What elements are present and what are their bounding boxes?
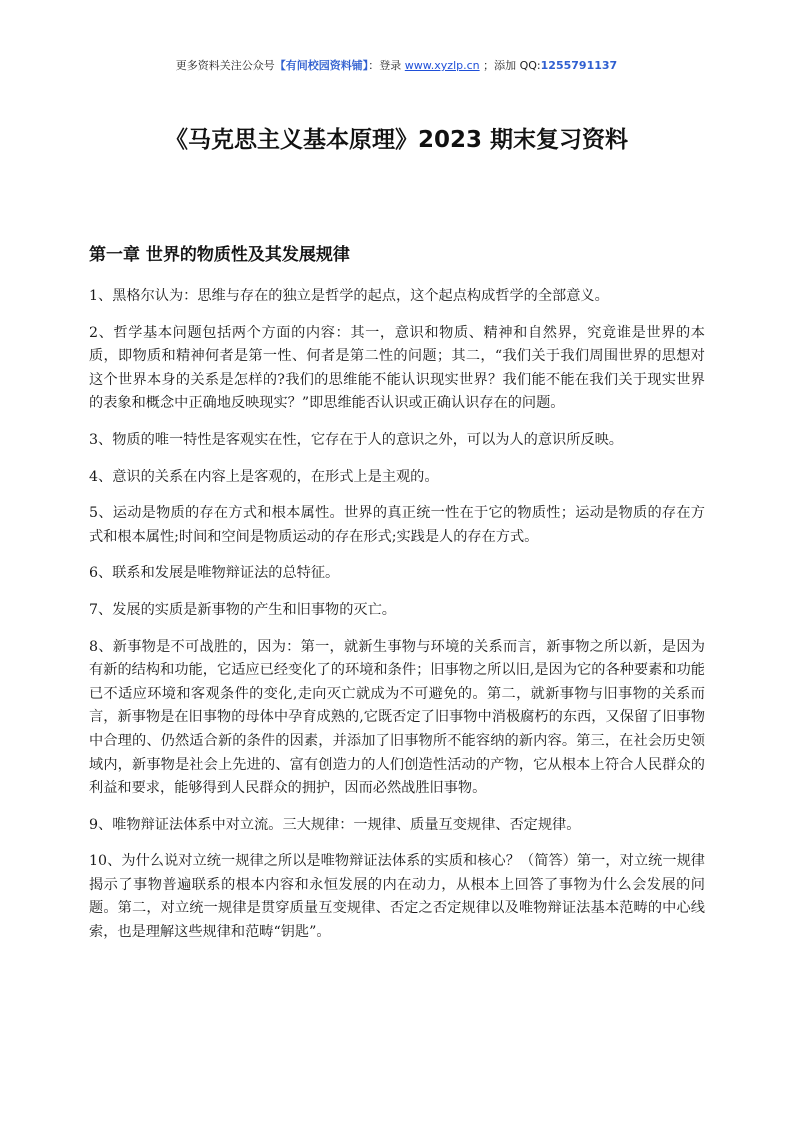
list-item: 3、物质的唯一特性是客观实在性，它存在于人的意识之外，可以为人的意识所反映。 [89, 431, 623, 448]
list-item: 5、运动是物质的存在方式和根本属性。世界的真正统一性在于它的物质性；运动是物质的存在方式和根本属性;时间和空间是物质运动的存在形式;实践是人的存在方式。 [89, 505, 705, 545]
list-item: 6、联系和发展是唯物辩证法的总特征。 [89, 565, 340, 582]
list-item: 1、黑格尔认为：思维与存在的独立是哲学的起点，这个起点构成哲学的全部意义。 [89, 288, 609, 304]
list-item: 10、为什么说对立统一规律之所以是唯物辩证法体系的实质和核心？（简答）第一，对立统一规律揭示了事物普遍联系的根本内容和永恒发展的内在动力，从根本上回答了事物为什么会发展的问题。第二，对立统一规律是贯穿质量互变规律、否定之否定规律以及唯物辩证法基本范畴的中心线索，也是理解这些规律和范畴“钥匙”。 [89, 853, 705, 941]
list-item: 4、意识的关系在内容上是客观的，在形式上是主观的。 [89, 468, 439, 485]
header-prefix: 更多资料关注公众号 [175, 59, 275, 72]
header-brand: 【有间校园资料铺】 [274, 59, 369, 72]
list-item: 9、唯物辩证法体系中对立流。三大规律：一规律、质量互变规律、否定规律。 [89, 816, 581, 833]
document-title: 《马克思主义基本原理》2023 期末复习资料 [164, 127, 629, 153]
qq-number: 1255791137 [540, 59, 618, 72]
website-link[interactable]: www.xyzlp.cn [404, 59, 480, 72]
list-item: 8、新事物是不可战胜的，因为：第一，就新生事物与环境的关系而言，新事物之所以新，是因为有新的结构和功能，它适应已经变化了的环境和条件；旧事物之所以旧,是因为它的各种要素和功能已不适应环境和客观条件的变化,走向灭亡就成为不可避免的。第二，就新事物与旧事物的关系而言，新事物是在旧事物的母体中孕育成熟的,它既否定了旧事物中消极腐朽的东西，又保留了旧事物中合理的、仍然适合新的条件的因素，并添加了旧事物所不能容纳的新内容。第三，在社会历史领域内，新事物是社会上先进的、富有创造力的人们创造性活动的产物，它从根本上符合人民群众的利益和要求，能够得到人民群众的拥护，因而必然战胜旧事物。 [89, 638, 705, 797]
list-item: 7、发展的实质是新事物的产生和旧事物的灭亡。 [89, 601, 396, 618]
header-login-text: ：登录 [368, 59, 405, 72]
list-item: 2、哲学基本问题包括两个方面的内容：其一，意识和物质、精神和自然界，究竟谁是世界的本质，即物质和精神何者是第一性、何者是第二性的问题；其二，“我们关于我们周围世界的思想对这个世界本身的关系是怎样的?我们的思维能不能认识现实世界？我们能不能在我们关于现实世界的表象和概念中正确地反映现实？”即思维能否认识或正确认识存在的问题。 [89, 324, 705, 412]
chapter-heading: 第一章 世界的物质性及其发展规律 [89, 245, 350, 265]
content-body [89, 285, 705, 958]
header-add-text: ；添加 QQ: [479, 59, 541, 72]
page-header [0, 57, 793, 73]
